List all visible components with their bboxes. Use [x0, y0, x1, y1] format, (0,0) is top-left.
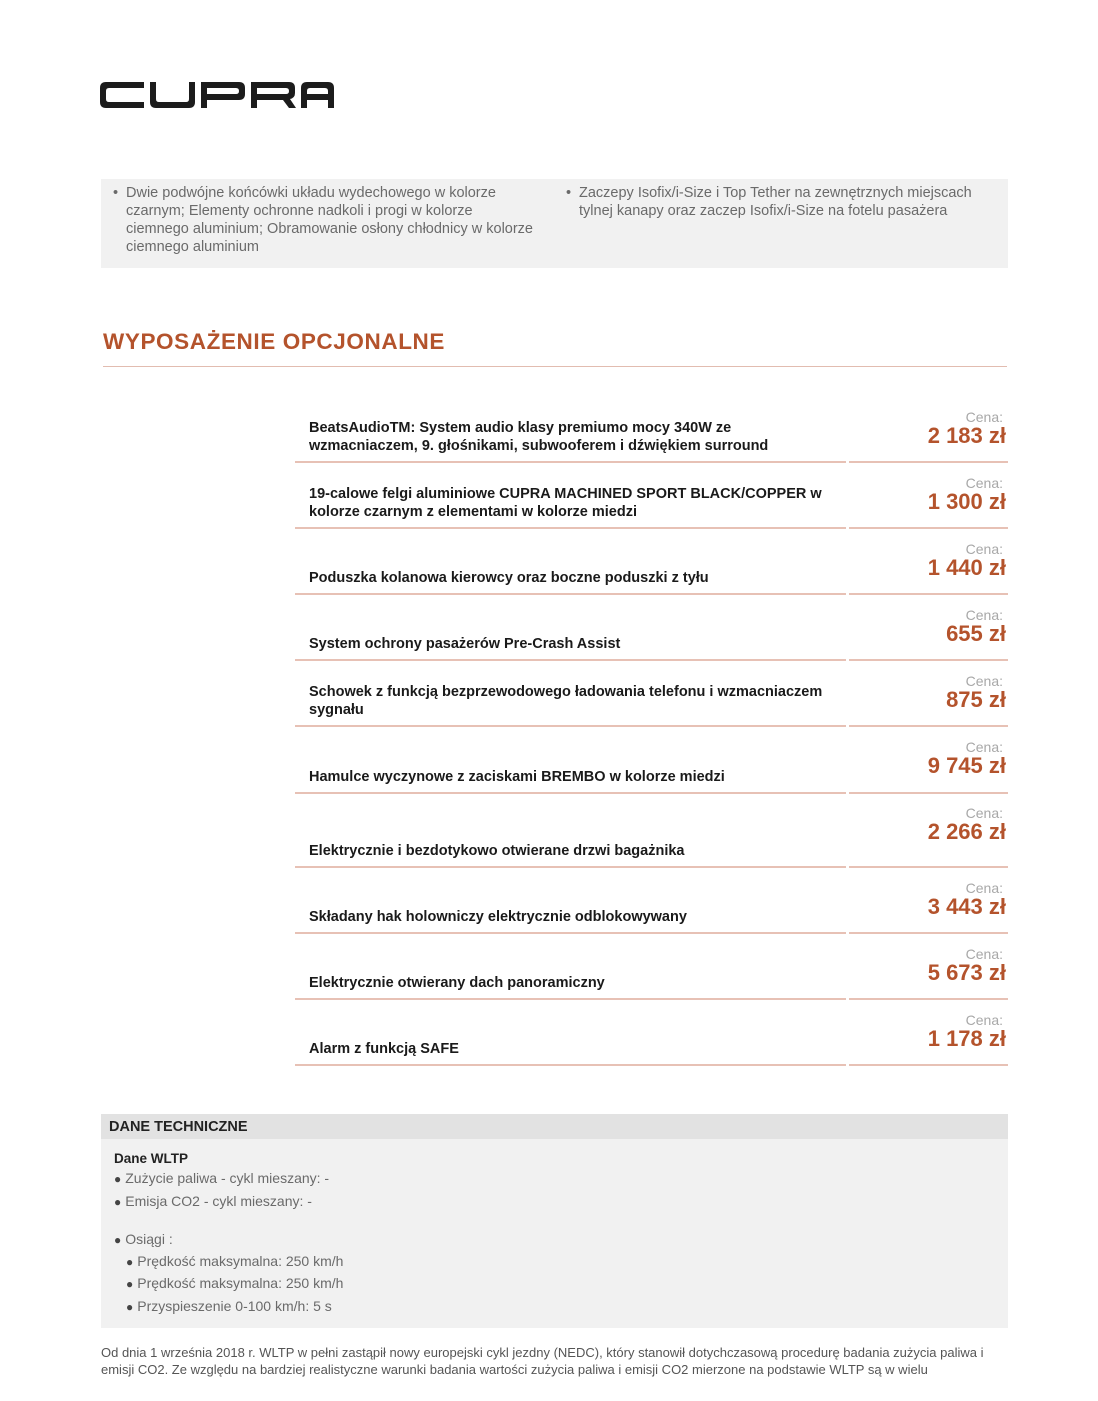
- option-row: [295, 1012, 1008, 1066]
- cupra-logo: [100, 82, 334, 108]
- standard-features-panel: [101, 179, 1008, 268]
- row-divider: [295, 593, 846, 595]
- row-divider: [295, 1064, 846, 1066]
- option-row: [295, 409, 1008, 463]
- option-price: 655 zł: [946, 621, 1006, 646]
- tech-data-header: DANE TECHNICZNE: [101, 1114, 1008, 1139]
- list-item: [126, 1298, 332, 1314]
- wltp-footnote: Od dnia 1 września 2018 r. WLTP w pełni zastąpił nowy europejski cykl jezdny (NEDC), który stanowił dotychczasową procedurę badania zużycia paliwa i emisji CO2. Ze względu na bardziej realistyczne warunki badania wartości zużycia paliwa i emisji CO2 mierzone na podstawie WLTP są w wielu: [101, 1345, 984, 1377]
- performance-item-text: Prędkość maksymalna: 250 km/h: [137, 1253, 344, 1269]
- option-name: Schowek z funkcją bezprzewodowego ładowania telefonu i wzmacniaczem sygnału: [309, 684, 823, 718]
- option-row: [295, 541, 1008, 595]
- wltp-subtitle: Dane WLTP: [114, 1151, 188, 1166]
- performance-item-text: Przyspieszenie 0-100 km/h: 5 s: [137, 1298, 332, 1314]
- row-divider: [849, 593, 1008, 595]
- standard-features-col-2: [566, 184, 986, 220]
- option-price: 5 673 zł: [927, 960, 1006, 985]
- row-divider: [849, 932, 1008, 934]
- section-title-optional: WYPOSAŻENIE OPCJONALNE: [103, 329, 445, 354]
- standard-feature-text: Dwie podwójne końcówki układu wydechowego w kolorze czarnym; Elementy ochronne nadkoli i progi w kolorze ciemnego aluminium; Obramowanie osłony chłodnicy w kolorze ciemnego aluminium: [126, 185, 533, 255]
- row-divider: [295, 932, 846, 934]
- row-divider: [295, 461, 846, 463]
- option-row: [295, 880, 1008, 934]
- row-divider: [295, 998, 846, 1000]
- price-label: Cena:: [965, 739, 1003, 755]
- row-divider: [295, 792, 846, 794]
- price-label: Cena:: [965, 1012, 1003, 1028]
- wltp-item-text: Zużycie paliwa - cykl mieszany: -: [125, 1170, 330, 1186]
- option-price: 1 178 zł: [927, 1026, 1006, 1051]
- list-item: [114, 1193, 312, 1209]
- price-label: Cena:: [965, 673, 1003, 689]
- price-label: Cena:: [965, 946, 1003, 962]
- title-divider: [103, 366, 1007, 367]
- option-row: [295, 739, 1008, 794]
- standard-feature-text: Zaczepy Isofix/i-Size i Top Tether na zewnętrznych miejscach tylnej kanapy oraz zaczep Isofix/i-Size na fotelu pasażera: [579, 185, 972, 219]
- option-name: Hamulce wyczynowe z zaciskami BREMBO w kolorze miedzi: [309, 769, 725, 785]
- price-label: Cena:: [965, 409, 1003, 425]
- list-item: [126, 1275, 343, 1291]
- row-divider: [295, 527, 846, 529]
- row-divider: [849, 725, 1008, 727]
- option-price: 9 745 zł: [927, 753, 1006, 778]
- option-row: [295, 607, 1008, 661]
- row-divider: [849, 461, 1008, 463]
- list-item: [114, 1231, 173, 1247]
- bullet-icon: ●: [114, 1172, 122, 1186]
- option-price: 875 zł: [946, 687, 1006, 712]
- price-label: Cena:: [965, 475, 1003, 491]
- row-divider: [295, 659, 846, 661]
- option-row: [295, 946, 1008, 1000]
- option-name: Składany hak holowniczy elektrycznie odblokowywany: [309, 909, 687, 925]
- bullet-icon: •: [566, 185, 572, 201]
- option-row: [295, 475, 1008, 529]
- option-price: 1 440 zł: [927, 555, 1006, 580]
- option-price: 2 183 zł: [927, 423, 1006, 448]
- option-row: [295, 805, 1008, 868]
- row-divider: [849, 1064, 1008, 1066]
- bullet-icon: ●: [126, 1255, 134, 1269]
- performance-item-text: Prędkość maksymalna: 250 km/h: [137, 1275, 344, 1291]
- bullet-icon: ●: [126, 1277, 134, 1291]
- row-divider: [849, 866, 1008, 868]
- option-name: BeatsAudioTM: System audio klasy premiumo mocy 340W ze wzmacniaczem, 9. głośnikami, subwooferem i dźwiękiem surround: [309, 420, 769, 454]
- list-item: [126, 1253, 343, 1269]
- price-label: Cena:: [965, 805, 1003, 821]
- tech-data-panel: [101, 1114, 1008, 1328]
- row-divider: [295, 725, 846, 727]
- option-price: 2 266 zł: [927, 819, 1006, 844]
- row-divider: [849, 792, 1008, 794]
- row-divider: [849, 659, 1008, 661]
- standard-features-col-1: [113, 184, 533, 256]
- option-price: 3 443 zł: [927, 894, 1006, 919]
- option-name: System ochrony pasażerów Pre-Crash Assist: [309, 636, 621, 652]
- wltp-item-text: Emisja CO2 - cykl mieszany: -: [125, 1193, 312, 1209]
- option-name: Elektrycznie otwierany dach panoramiczny: [309, 975, 605, 991]
- option-name: Alarm z funkcją SAFE: [309, 1041, 459, 1057]
- row-divider: [849, 998, 1008, 1000]
- price-label: Cena:: [965, 541, 1003, 557]
- option-price: 1 300 zł: [927, 489, 1006, 514]
- bullet-icon: ●: [126, 1300, 134, 1314]
- option-row: [295, 673, 1008, 727]
- bullet-icon: ●: [114, 1233, 122, 1247]
- price-label: Cena:: [965, 880, 1003, 896]
- option-name: Poduszka kolanowa kierowcy oraz boczne poduszki z tyłu: [309, 570, 709, 586]
- option-name: Elektrycznie i bezdotykowo otwierane drzwi bagażnika: [309, 843, 685, 859]
- price-label: Cena:: [965, 607, 1003, 623]
- row-divider: [295, 866, 846, 868]
- bullet-icon: •: [113, 185, 119, 201]
- list-item: [114, 1170, 329, 1186]
- row-divider: [849, 527, 1008, 529]
- bullet-icon: ●: [114, 1195, 122, 1209]
- performance-label: Osiągi :: [125, 1231, 173, 1247]
- option-name: 19-calowe felgi aluminiowe CUPRA MACHINED SPORT BLACK/COPPER w kolorze czarnym z elementami w kolorze miedzi: [309, 486, 822, 520]
